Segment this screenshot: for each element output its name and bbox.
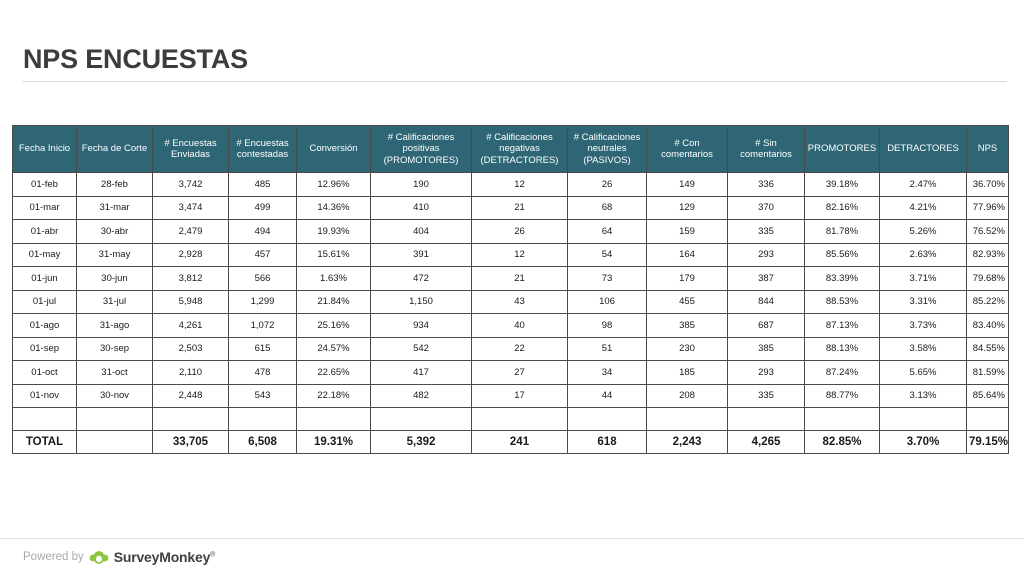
cell-detractores-pct: 5.65% [880,361,967,385]
cell-pasivos-count: 34 [568,361,647,385]
cell-detractores-pct: 3.70% [880,431,967,454]
total-row [13,431,1009,454]
empty-cell [647,408,728,431]
cell-promotores-pct: 83.39% [805,267,880,291]
cell-fecha-inicio: 01-jul [13,290,77,314]
cell-enviadas: 33,705 [153,431,229,454]
cell-sin-comentarios: 335 [728,220,805,244]
cell-con-comentarios: 129 [647,196,728,220]
brand-text: SurveyMonkey [113,549,211,565]
cell-detractores-pct: 3.31% [880,290,967,314]
cell-fecha-inicio: 01-sep [13,337,77,361]
cell-sin-comentarios: 293 [728,243,805,267]
cell-pasivos-count: 68 [568,196,647,220]
table-body [13,173,1009,454]
cell-promotores-count: 417 [371,361,472,385]
cell-promotores-count: 190 [371,173,472,197]
cell-fecha-corte: 31-may [77,243,153,267]
cell-promotores-count: 410 [371,196,472,220]
cell-sin-comentarios: 687 [728,314,805,338]
cell-fecha-inicio: 01-ago [13,314,77,338]
cell-promotores-count: 482 [371,384,472,408]
cell-promotores-pct: 87.24% [805,361,880,385]
cell-sin-comentarios: 336 [728,173,805,197]
cell-enviadas: 3,474 [153,196,229,220]
page-title: NPS ENCUESTAS [23,44,248,74]
header-promotores: PROMOTORES [805,126,880,173]
cell-fecha-inicio: 01-feb [13,173,77,197]
cell-promotores-count: 542 [371,337,472,361]
cell-con-comentarios: 185 [647,361,728,385]
table-row [13,196,1009,220]
cell-contestadas: 499 [229,196,297,220]
cell-contestadas: 1,299 [229,290,297,314]
empty-cell [229,408,297,431]
cell-sin-comentarios: 370 [728,196,805,220]
cell-promotores-count: 1,150 [371,290,472,314]
header-nps: NPS [967,126,1009,173]
cell-pasivos-count: 98 [568,314,647,338]
cell-detractores-count: 21 [472,196,568,220]
cell-promotores-pct: 88.77% [805,384,880,408]
cell-con-comentarios: 164 [647,243,728,267]
cell-detractores-count: 17 [472,384,568,408]
header-calificaciones-positivas: # Calificaciones positivas (PROMOTORES) [371,126,472,173]
cell-conversion: 22.65% [297,361,371,385]
cell-promotores-count: 5,392 [371,431,472,454]
cell-detractores-pct: 3.58% [880,337,967,361]
cell-con-comentarios: 230 [647,337,728,361]
cell-promotores-count: 391 [371,243,472,267]
cell-promotores-pct: 39.18% [805,173,880,197]
cell-nps: 79.15% [967,431,1009,454]
surveymonkey-logo-icon [89,549,109,565]
cell-detractores-pct: 3.71% [880,267,967,291]
cell-sin-comentarios: 335 [728,384,805,408]
header-fecha-inicio: Fecha Inicio [13,126,77,173]
cell-conversion: 21.84% [297,290,371,314]
cell-detractores-pct: 5.26% [880,220,967,244]
cell-fecha-corte: 30-abr [77,220,153,244]
cell-pasivos-count: 618 [568,431,647,454]
cell-fecha-corte: 31-mar [77,196,153,220]
cell-pasivos-count: 51 [568,337,647,361]
empty-cell [13,408,77,431]
cell-fecha-corte: 31-oct [77,361,153,385]
cell-fecha-inicio: 01-jun [13,267,77,291]
cell-enviadas: 5,948 [153,290,229,314]
cell-nps: 85.22% [967,290,1009,314]
header-calificaciones-negativas: # Calificaciones negativas (DETRACTORES) [472,126,568,173]
cell-contestadas: 543 [229,384,297,408]
cell-fecha-corte: 31-ago [77,314,153,338]
cell-detractores-count: 26 [472,220,568,244]
cell-conversion: 19.93% [297,220,371,244]
powered-by-text: Powered by [23,551,84,563]
table-row [13,361,1009,385]
header-encuestas-enviadas: # Encuestas Enviadas [153,126,229,173]
header-conversion: Conversión [297,126,371,173]
cell-contestadas: 494 [229,220,297,244]
cell-fecha-corte [77,431,153,454]
cell-fecha-corte: 31-jul [77,290,153,314]
empty-cell [805,408,880,431]
cell-nps: 76.52% [967,220,1009,244]
cell-contestadas: 485 [229,173,297,197]
cell-promotores-pct: 81.78% [805,220,880,244]
cell-nps: 79.68% [967,267,1009,291]
cell-nps: 36.70% [967,173,1009,197]
cell-pasivos-count: 26 [568,173,647,197]
cell-enviadas: 2,503 [153,337,229,361]
header-encuestas-contestadas: # Encuestas contestadas [229,126,297,173]
table-row [13,314,1009,338]
cell-enviadas: 2,928 [153,243,229,267]
brand-name [114,549,215,565]
cell-detractores-count: 40 [472,314,568,338]
cell-detractores-count: 21 [472,267,568,291]
footer [23,546,215,568]
cell-fecha-corte: 30-sep [77,337,153,361]
cell-fecha-inicio: TOTAL [13,431,77,454]
cell-enviadas: 4,261 [153,314,229,338]
cell-detractores-count: 12 [472,173,568,197]
cell-detractores-count: 27 [472,361,568,385]
cell-sin-comentarios: 844 [728,290,805,314]
cell-enviadas: 3,742 [153,173,229,197]
empty-cell [967,408,1009,431]
cell-contestadas: 457 [229,243,297,267]
cell-fecha-inicio: 01-mar [13,196,77,220]
cell-promotores-pct: 88.53% [805,290,880,314]
table-row [13,337,1009,361]
cell-conversion: 1.63% [297,267,371,291]
table-row [13,173,1009,197]
cell-conversion: 25.16% [297,314,371,338]
empty-cell [472,408,568,431]
cell-enviadas: 2,448 [153,384,229,408]
cell-promotores-count: 472 [371,267,472,291]
empty-cell [77,408,153,431]
cell-conversion: 15.61% [297,243,371,267]
header-calificaciones-neutrales: # Calificaciones neutrales (PASIVOS) [568,126,647,173]
table-row [13,290,1009,314]
cell-nps: 81.59% [967,361,1009,385]
cell-sin-comentarios: 387 [728,267,805,291]
cell-pasivos-count: 54 [568,243,647,267]
cell-contestadas: 615 [229,337,297,361]
header-con-comentarios: # Con comentarios [647,126,728,173]
cell-conversion: 24.57% [297,337,371,361]
cell-pasivos-count: 106 [568,290,647,314]
cell-promotores-pct: 88.13% [805,337,880,361]
cell-detractores-count: 43 [472,290,568,314]
table-row [13,220,1009,244]
cell-fecha-inicio: 01-may [13,243,77,267]
empty-cell [297,408,371,431]
cell-detractores-pct: 2.63% [880,243,967,267]
header-detractores: DETRACTORES [880,126,967,173]
cell-conversion: 14.36% [297,196,371,220]
cell-promotores-pct: 87.13% [805,314,880,338]
cell-fecha-corte: 30-nov [77,384,153,408]
cell-nps: 83.40% [967,314,1009,338]
cell-pasivos-count: 73 [568,267,647,291]
cell-promotores-pct: 82.16% [805,196,880,220]
brand-registered-mark: ® [210,551,216,559]
cell-enviadas: 3,812 [153,267,229,291]
table-row [13,243,1009,267]
cell-fecha-corte: 30-jun [77,267,153,291]
cell-sin-comentarios: 4,265 [728,431,805,454]
cell-fecha-inicio: 01-oct [13,361,77,385]
empty-cell [371,408,472,431]
table-header-row [13,126,1009,173]
cell-promotores-pct: 82.85% [805,431,880,454]
table-row [13,384,1009,408]
empty-cell [728,408,805,431]
cell-contestadas: 566 [229,267,297,291]
cell-promotores-count: 934 [371,314,472,338]
cell-fecha-inicio: 01-abr [13,220,77,244]
cell-detractores-pct: 3.73% [880,314,967,338]
cell-con-comentarios: 208 [647,384,728,408]
cell-enviadas: 2,479 [153,220,229,244]
cell-nps: 85.64% [967,384,1009,408]
header-fecha-corte: Fecha de Corte [77,126,153,173]
cell-detractores-count: 22 [472,337,568,361]
cell-conversion: 19.31% [297,431,371,454]
cell-fecha-corte: 28-feb [77,173,153,197]
cell-con-comentarios: 2,243 [647,431,728,454]
cell-promotores-pct: 85.56% [805,243,880,267]
cell-detractores-pct: 3.13% [880,384,967,408]
cell-conversion: 22.18% [297,384,371,408]
cell-nps: 82.93% [967,243,1009,267]
cell-detractores-pct: 4.21% [880,196,967,220]
cell-promotores-count: 404 [371,220,472,244]
cell-nps: 84.55% [967,337,1009,361]
cell-pasivos-count: 64 [568,220,647,244]
nps-table [12,125,1009,454]
cell-contestadas: 1,072 [229,314,297,338]
cell-con-comentarios: 149 [647,173,728,197]
empty-cell [568,408,647,431]
cell-pasivos-count: 44 [568,384,647,408]
title-divider [22,81,1007,82]
cell-contestadas: 478 [229,361,297,385]
cell-detractores-count: 241 [472,431,568,454]
cell-sin-comentarios: 293 [728,361,805,385]
table-row [13,267,1009,291]
header-sin-comentarios: # Sin comentarios [728,126,805,173]
cell-sin-comentarios: 385 [728,337,805,361]
cell-con-comentarios: 455 [647,290,728,314]
footer-divider [0,538,1024,539]
cell-con-comentarios: 159 [647,220,728,244]
cell-con-comentarios: 179 [647,267,728,291]
empty-cell [880,408,967,431]
cell-detractores-pct: 2.47% [880,173,967,197]
cell-fecha-inicio: 01-nov [13,384,77,408]
cell-detractores-count: 12 [472,243,568,267]
cell-contestadas: 6,508 [229,431,297,454]
cell-enviadas: 2,110 [153,361,229,385]
cell-conversion: 12.96% [297,173,371,197]
cell-nps: 77.96% [967,196,1009,220]
cell-con-comentarios: 385 [647,314,728,338]
empty-row [13,408,1009,431]
empty-cell [153,408,229,431]
